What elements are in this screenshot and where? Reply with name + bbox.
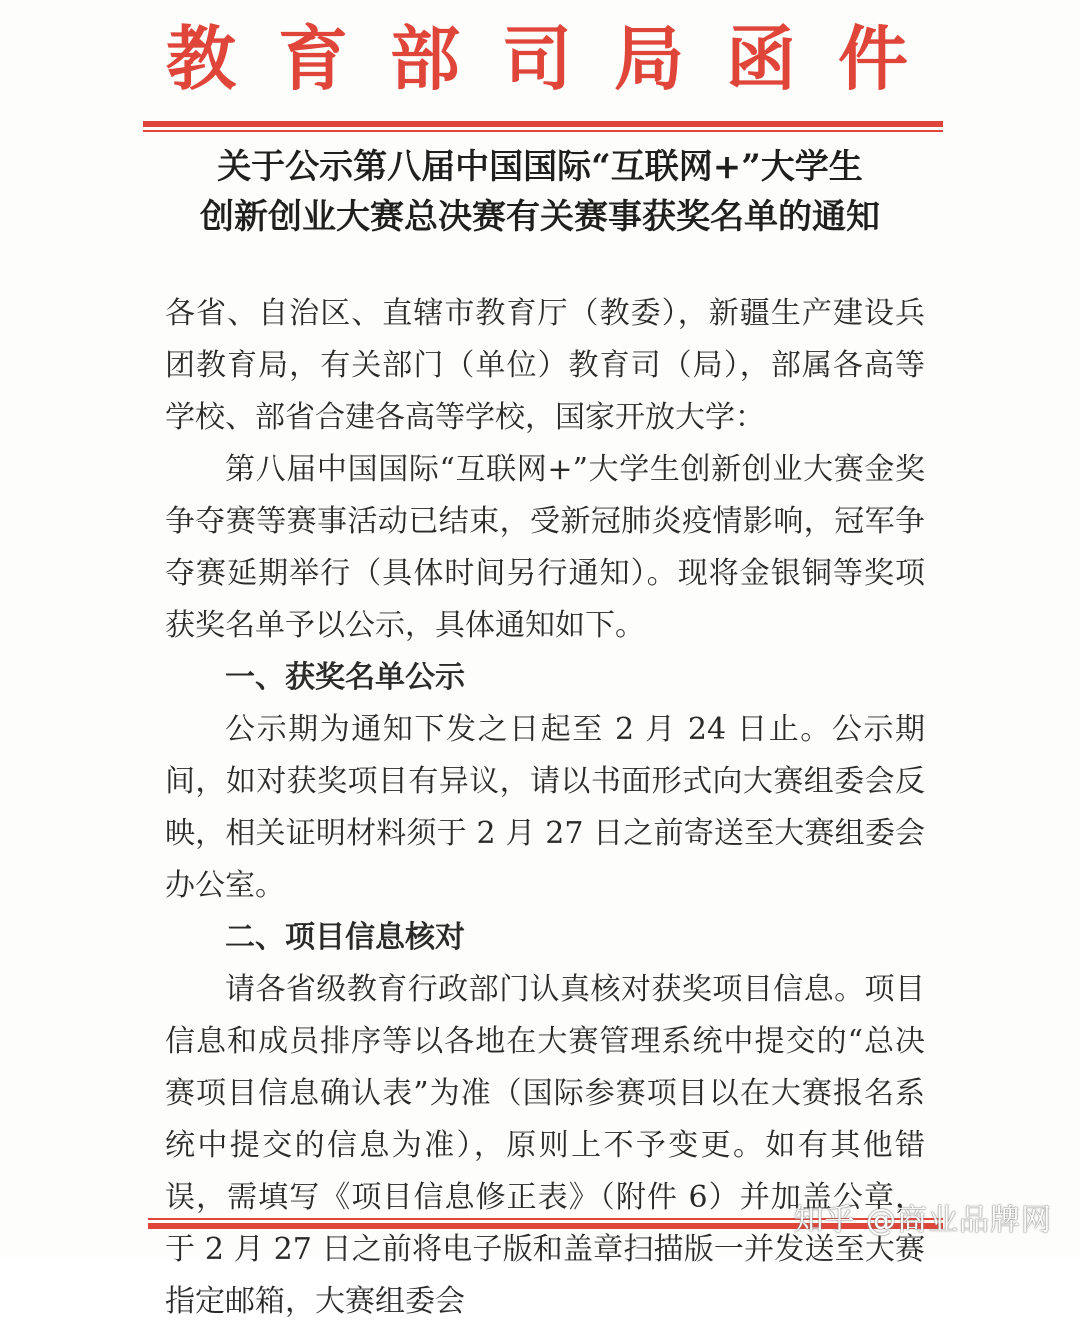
document-title-line-1: 关于公示第八届中国国际“互联网+”大学生 [217,147,863,187]
section-heading-1: 一、获奖名单公示 [225,660,465,695]
intro-paragraph: 第八届中国国际“互联网+”大学生创新创业大赛金奖争夺赛等赛事活动已结束，受新冠肺炎疫情影响，冠军争夺赛延期举行（具体时间另行通知）。现将金银铜等奖项获奖名单予以公示，具体通知如下。 [165,452,925,643]
salutation-paragraph: 各省、自治区、直辖市教育厅（教委），新疆生产建设兵团教育局，有关部门（单位）教育司（局），部属各高等学校、部省合建各高等学校，国家开放大学： [165,296,925,435]
document-title-line-2: 创新创业大赛总决赛有关赛事获奖名单的通知 [200,197,880,237]
document-body [165,288,925,1328]
section-heading-2: 二、项目信息核对 [225,920,465,955]
section-1-paragraph: 公示期为通知下发之日起至 2 月 24 日止。公示期间，如对获奖项目有异议，请以书面形式向大赛组委会反映，相关证明材料须于 2 月 27 日之前寄送至大赛组委会办公室。 [165,712,925,903]
document-title [0,142,1080,242]
letterhead-rule-thin [143,130,943,132]
section-2-paragraph: 请各省级教育行政部门认真核对获奖项目信息。项目信息和成员排序等以各地在大赛管理系统中提交的“总决赛项目信息确认表”为准（国际参赛项目以在大赛报名系统中提交的信息为准），原则上不予变更。如有其他错误，需填写《项目信息修正表》（附件 6）并加盖公章，于 2 月 27 日之前将电子版和盖章扫描版一并发送至大赛指定邮箱，大赛组委会 [165,972,925,1319]
letterhead-title: 教育部司局函件 [166,17,950,100]
watermark-text: 知乎 @商业品牌网 [793,1203,1052,1238]
letterhead-rule-thick [143,121,943,127]
